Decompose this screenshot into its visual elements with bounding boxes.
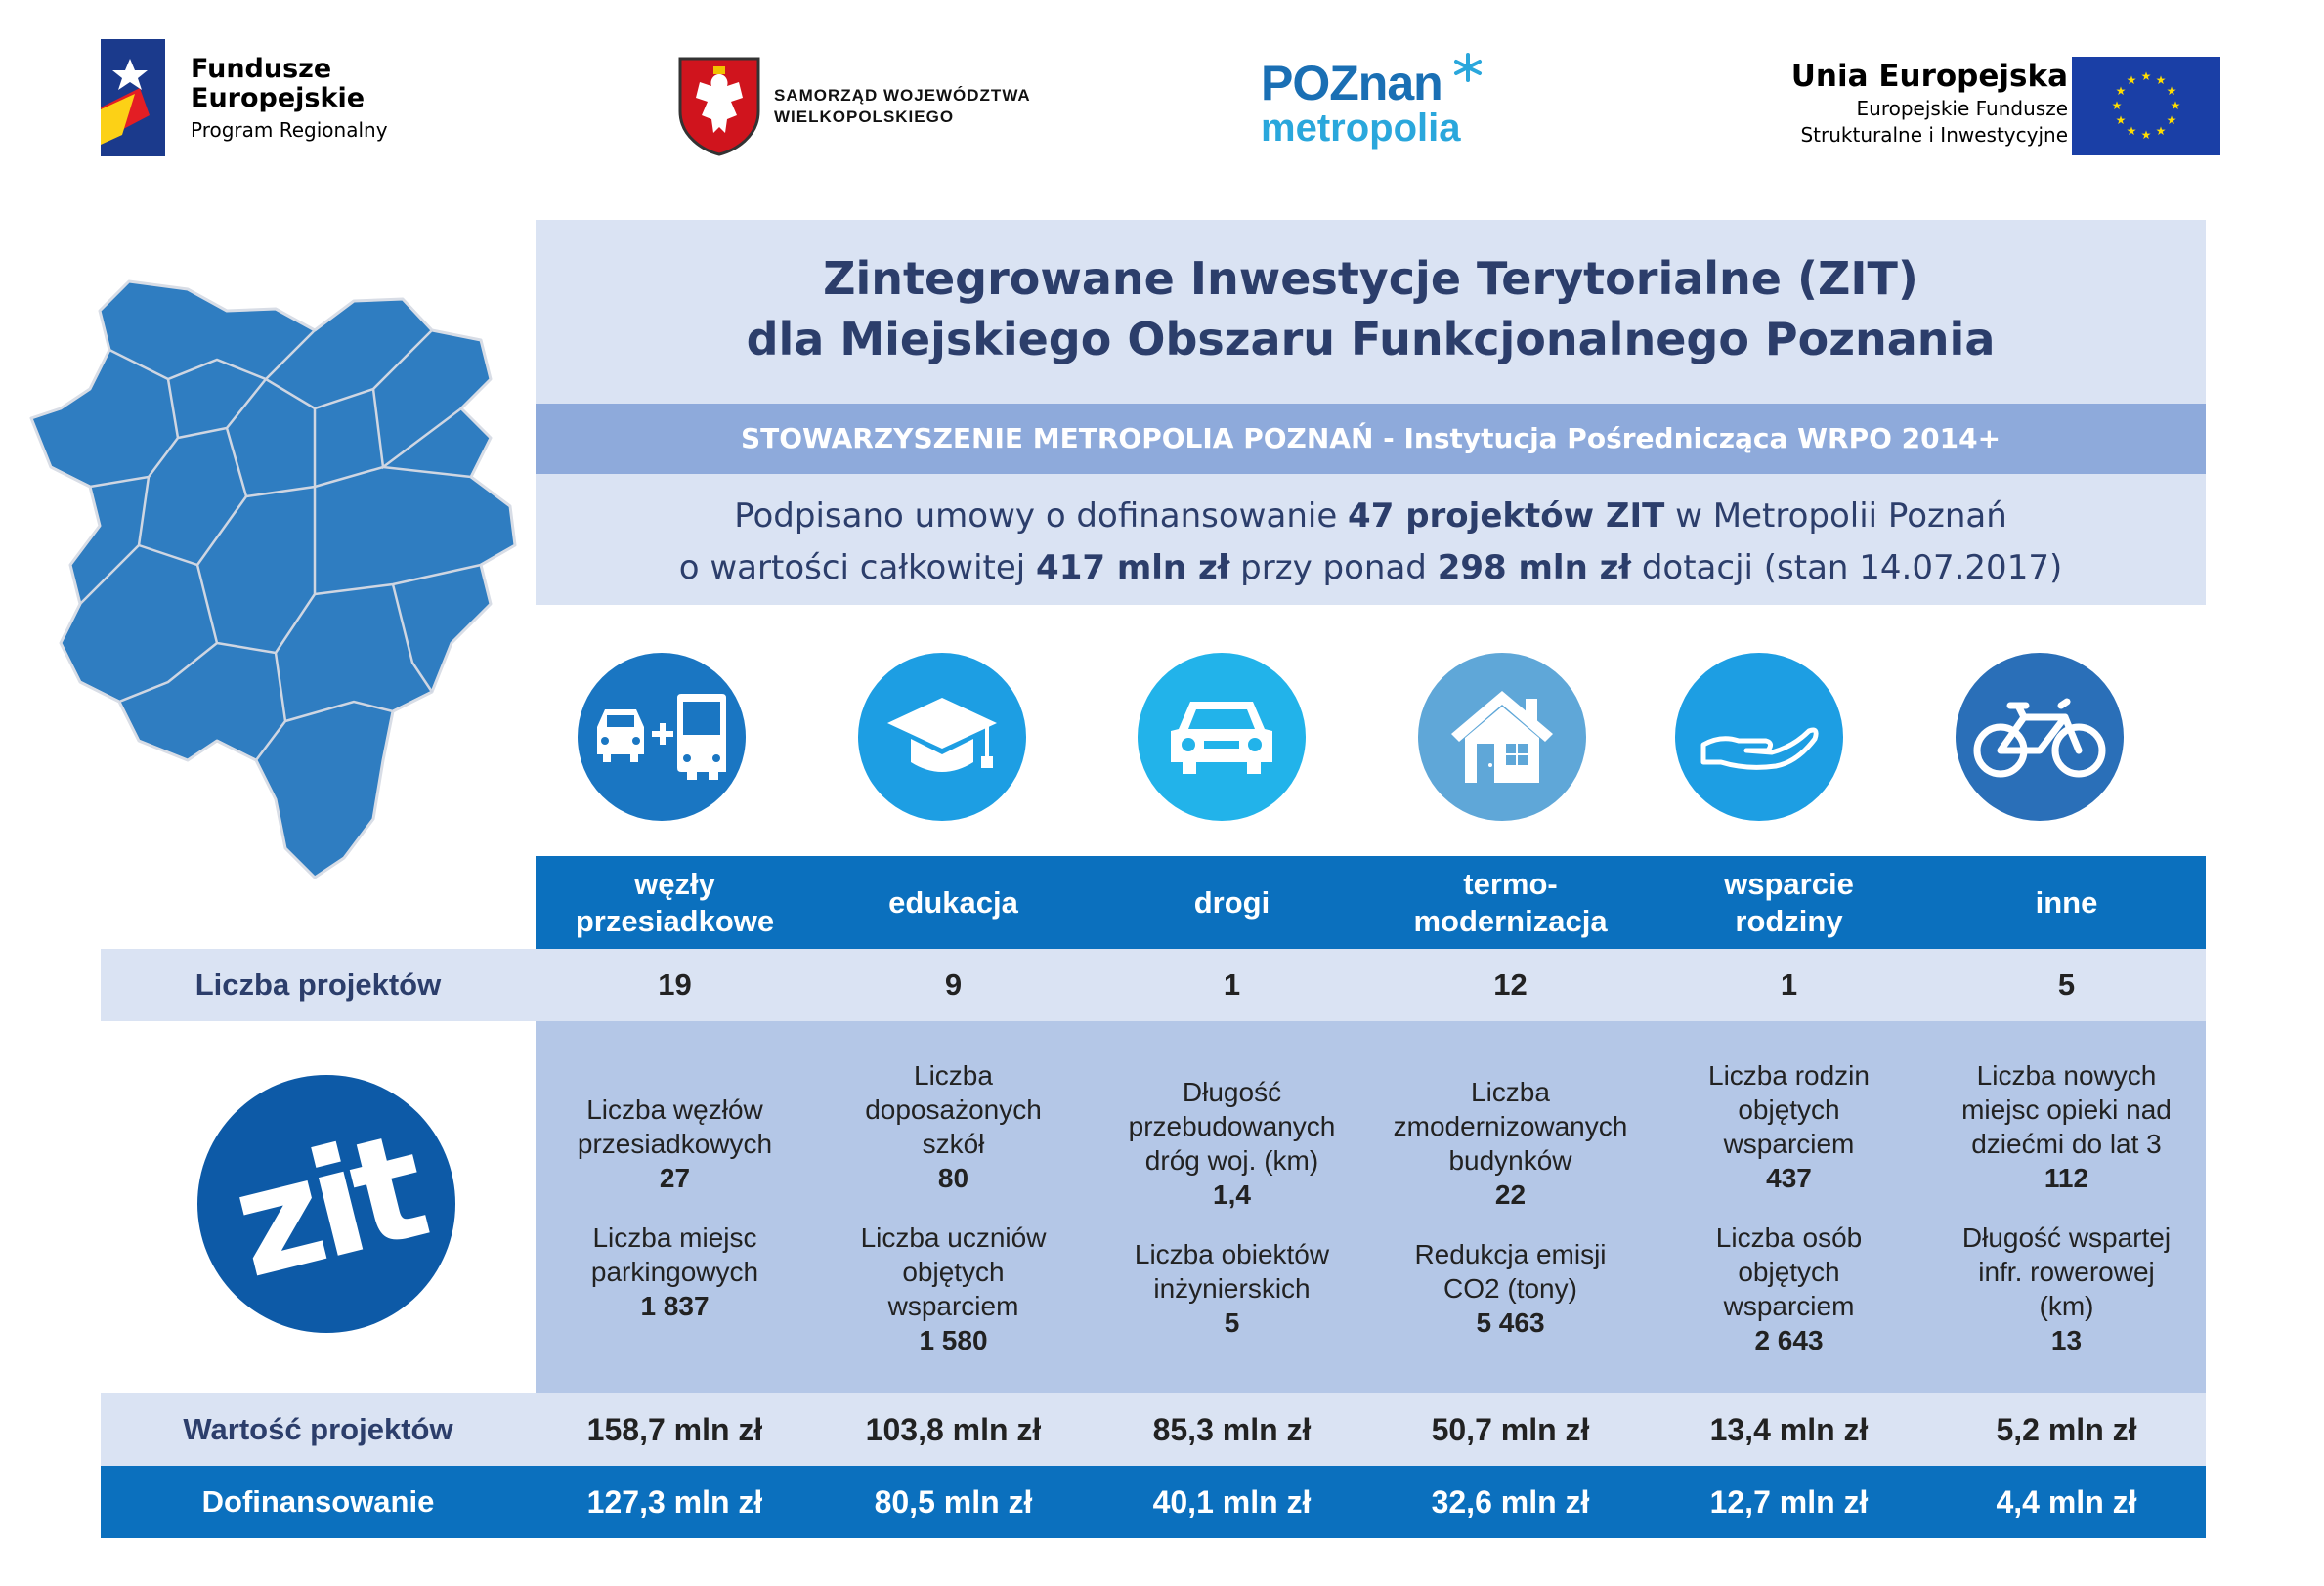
summary-s2: w Metropolii Poznań — [1664, 496, 2007, 536]
summary-total: 417 mln zł — [1036, 548, 1230, 587]
project-value: 13,4 mln zł — [1709, 1412, 1869, 1447]
ind-label: Liczba uczniów — [860, 1222, 1047, 1253]
category-header — [1650, 856, 1928, 949]
bicycle-icon — [1956, 653, 2124, 821]
summary-text — [536, 491, 2206, 594]
ue-line3: Strukturalne i Inwestycyjne — [1800, 123, 2068, 147]
indicator-cell — [1927, 1021, 2206, 1393]
samorzad-line2: WIELKOPOLSKIEGO — [774, 107, 955, 126]
institution-band: STOWARZYSZENIE METROPOLIA POZNAŃ - Instytucja Pośrednicząca WRPO 2014+ — [536, 404, 2206, 474]
category-header — [814, 856, 1093, 949]
ind-label: dróg woj. (km) — [1144, 1145, 1319, 1176]
ind-label: Liczba osób — [1715, 1222, 1863, 1253]
summary-line2 — [536, 542, 2206, 594]
ue-logo-text — [1791, 57, 2068, 149]
eu-star-icon: ★ — [2166, 113, 2177, 127]
project-value: 85,3 mln zł — [1152, 1412, 1312, 1447]
funding-value: 80,5 mln zł — [874, 1484, 1033, 1520]
fe-line3: Program Regionalny — [191, 118, 388, 142]
samorzad-line1: SAMORZĄD WOJEWÓDZTWA — [774, 86, 1031, 105]
summary-s4: przy ponad — [1229, 548, 1438, 587]
summary-grant: 298 mln zł — [1437, 548, 1632, 587]
fe-line1: Fundusze — [191, 54, 332, 84]
eu-flag-icon — [2072, 57, 2220, 159]
ind-label: wsparciem — [1723, 1128, 1855, 1159]
ind-label: Długość wspartej — [1961, 1222, 2172, 1253]
ind-value: 1,4 — [1213, 1179, 1251, 1210]
ind-label: przesiadkowych — [577, 1128, 773, 1159]
indicator-cell — [536, 1021, 814, 1393]
project-count: 5 — [2057, 967, 2076, 1002]
fe-logo-icon — [101, 39, 165, 160]
eu-star-icon: ★ — [2155, 73, 2167, 88]
ind-value: 112 — [2044, 1162, 2089, 1193]
eu-star-icon: ★ — [2115, 113, 2127, 127]
ind-label: dziećmi do lat 3 — [1971, 1128, 2162, 1159]
fe-line2: Europejskie — [191, 83, 366, 113]
cat-line1: edukacja — [888, 884, 1018, 920]
eu-star-icon: ★ — [2155, 123, 2167, 138]
ind-label: wsparciem — [887, 1290, 1019, 1321]
fe-logo-text — [191, 55, 388, 147]
title-line2: dla Miejskiego Obszaru Funkcjonalnego Poznania — [746, 313, 1996, 365]
ue-line1: Unia Europejska — [1790, 59, 2068, 94]
summary-s1: Podpisano umowy o dofinansowanie — [734, 496, 1349, 536]
zit-logo — [197, 1075, 455, 1337]
category-header — [1927, 856, 2206, 949]
cat-line1: inne — [2035, 884, 2098, 920]
eu-star-icon: ★ — [2140, 69, 2152, 83]
eu-star-icon: ★ — [2140, 128, 2152, 142]
ind-label: zmodernizowanych — [1393, 1111, 1628, 1141]
ind-label: parkingowych — [590, 1256, 759, 1287]
project-value: 103,8 mln zł — [865, 1412, 1042, 1447]
ind-label: Redukcja emisji — [1414, 1239, 1607, 1269]
ind-label: doposażonych — [865, 1093, 1042, 1125]
title-line1: Zintegrowane Inwestycje Terytorialne (ZIT) — [823, 252, 1918, 305]
project-value: 158,7 mln zł — [586, 1412, 763, 1447]
funding-value: 127,3 mln zł — [586, 1484, 763, 1520]
ind-value: 5 463 — [1476, 1307, 1545, 1338]
project-value: 50,7 mln zł — [1431, 1412, 1590, 1447]
project-count-label: Liczba projektów — [194, 967, 442, 1002]
project-count: 1 — [1780, 967, 1798, 1002]
zit-logo-text: zit — [218, 1101, 437, 1311]
indicator-cell — [1371, 1021, 1650, 1393]
funding-value: 32,6 mln zł — [1431, 1484, 1590, 1520]
summary-line1 — [536, 491, 2206, 542]
summary-s5: dotacji (stan 14.07.2017) — [1631, 548, 2063, 587]
ind-label: CO2 (tony) — [1443, 1273, 1577, 1304]
ind-label: objętych — [1738, 1256, 1840, 1287]
transfer-hub-icon — [578, 653, 746, 821]
cat-line2: modernizacja — [1413, 903, 1608, 938]
cat-line1: wsparcie — [1724, 866, 1854, 901]
funding-label: Dofinansowanie — [201, 1484, 435, 1519]
eu-star-icon: ★ — [2115, 84, 2127, 98]
ind-label: Liczba węzłów — [586, 1093, 763, 1125]
ind-label: Liczba obiektów — [1134, 1239, 1330, 1269]
graduation-cap-icon — [858, 653, 1026, 821]
summary-projects: 47 projektów ZIT — [1348, 496, 1665, 536]
ue-line2: Europejskie Fundusze — [1856, 97, 2068, 120]
eu-star-icon: ★ — [2126, 73, 2137, 88]
ind-label: objętych — [1738, 1093, 1840, 1125]
ind-label: budynków — [1448, 1145, 1572, 1176]
category-header — [1371, 856, 1650, 949]
poznan-logo-line2: metropolia — [1261, 107, 1461, 150]
ind-value: 27 — [659, 1162, 691, 1193]
project-count: 12 — [1493, 967, 1528, 1002]
ind-label: infr. rowerowej — [1978, 1256, 2155, 1287]
ind-value: 1 580 — [919, 1324, 988, 1355]
ind-label: objętych — [902, 1256, 1005, 1287]
eu-star-icon: ★ — [2166, 84, 2177, 98]
ind-label: Długość — [1182, 1077, 1282, 1107]
samorzad-text — [774, 85, 1031, 128]
funding-value: 40,1 mln zł — [1152, 1484, 1312, 1520]
cat-line2: przesiadkowe — [575, 903, 775, 938]
ind-label: (km) — [2039, 1290, 2094, 1321]
ind-value: 2 643 — [1754, 1324, 1824, 1355]
category-header — [536, 856, 814, 949]
ind-label: Liczba nowych — [1976, 1059, 2157, 1091]
cat-line2: rodziny — [1735, 903, 1843, 938]
eu-star-icon: ★ — [2111, 99, 2123, 112]
project-value-label: Wartość projektów — [183, 1412, 453, 1446]
ind-label: inżynierskich — [1153, 1273, 1311, 1304]
project-count: 1 — [1223, 967, 1241, 1002]
metropolis-map — [22, 272, 530, 901]
ind-value: 437 — [1766, 1162, 1812, 1193]
cat-line1: węzły — [634, 866, 715, 901]
coat-of-arms-icon — [676, 55, 762, 160]
ind-label: przebudowanych — [1128, 1111, 1336, 1141]
ind-label: szkół — [922, 1128, 985, 1159]
cat-line1: termo- — [1463, 866, 1558, 901]
ind-value: 22 — [1494, 1179, 1527, 1210]
ind-value: 80 — [937, 1162, 969, 1193]
indicator-cell — [814, 1021, 1093, 1393]
project-count: 9 — [944, 967, 963, 1002]
ind-value: 13 — [2050, 1324, 2083, 1355]
helping-hand-icon — [1675, 653, 1843, 821]
poznan-logo-line1: POZnan — [1261, 56, 1442, 110]
category-header — [1093, 856, 1371, 949]
indicator-cell — [1650, 1021, 1928, 1393]
page-title — [536, 248, 2206, 369]
ind-label: miejsc opieki nad — [1961, 1093, 2172, 1125]
eu-star-icon: ★ — [2126, 123, 2137, 138]
project-count: 19 — [658, 967, 692, 1002]
asterisk-icon — [1453, 53, 1483, 86]
ind-label: Liczba miejsc — [592, 1222, 757, 1253]
ind-label: Liczba — [1471, 1077, 1550, 1107]
indicator-cell — [1093, 1021, 1371, 1393]
ind-label: Liczba — [914, 1059, 993, 1091]
ind-label: wsparciem — [1723, 1290, 1855, 1321]
funding-value: 4,4 mln zł — [1996, 1484, 2137, 1520]
summary-s3: o wartości całkowitej — [678, 548, 1037, 587]
house-icon — [1418, 653, 1586, 821]
ind-label: Liczba rodzin — [1708, 1059, 1870, 1091]
funding-value: 12,7 mln zł — [1709, 1484, 1869, 1520]
ind-value: 1 837 — [640, 1290, 710, 1321]
cat-line1: drogi — [1193, 884, 1270, 920]
car-icon — [1138, 653, 1306, 821]
eu-star-icon: ★ — [2170, 99, 2181, 112]
project-value: 5,2 mln zł — [1996, 1412, 2137, 1447]
ind-value: 5 — [1224, 1307, 1240, 1338]
poznan-metropolia-logo — [1261, 56, 1461, 150]
